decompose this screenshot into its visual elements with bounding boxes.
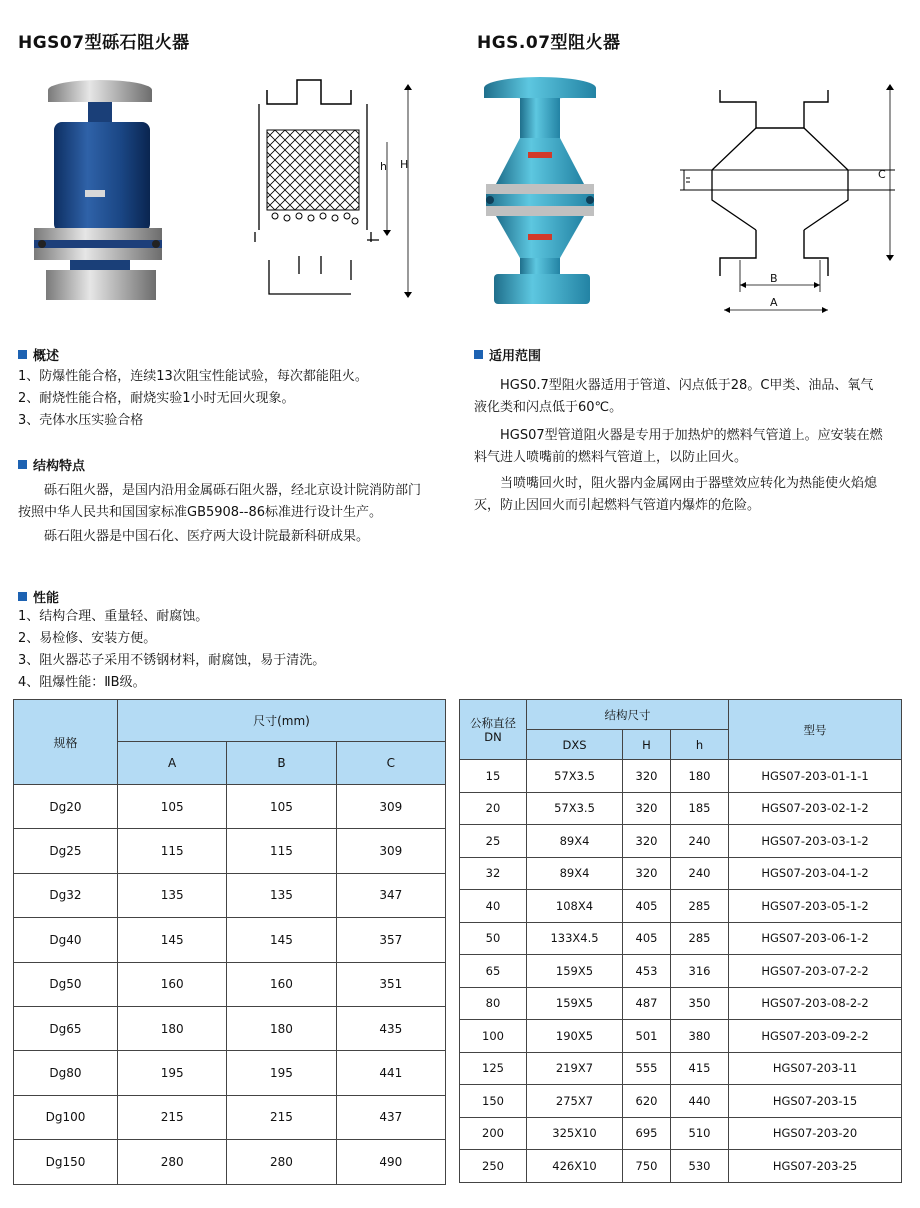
table-cell: 750 [623,1150,671,1183]
gravel-arrester-photo [22,78,167,308]
table-cell: 285 [671,890,729,923]
table-cell: 440 [671,1085,729,1118]
table-cell: 145 [227,918,336,962]
overview-list [18,366,458,432]
table-cell: 351 [336,962,445,1006]
table-cell: 490 [336,1140,445,1184]
dim-A-label: A [770,296,778,309]
table-row [460,955,902,988]
table-row [460,1052,902,1085]
scope-text [474,375,886,517]
structure-size-header: 结构尺寸 [527,700,729,730]
table-cell: 159X5 [527,955,623,988]
table-cell: 145 [118,918,227,962]
table-cell: 695 [623,1117,671,1150]
table-cell: HGS07-203-20 [729,1117,902,1150]
dim-H-label: H [400,158,409,171]
table-cell: 219X7 [527,1052,623,1085]
table-cell: 240 [671,825,729,858]
dimension-header: 尺寸(mm) [118,700,446,742]
table-cell: 180 [118,1006,227,1050]
table-cell: 57X3.5 [527,760,623,793]
table-cell: 160 [227,962,336,1006]
table-cell: 441 [336,1051,445,1095]
table-cell: Dg50 [14,962,118,1006]
table-cell: 487 [623,987,671,1020]
table-cell: 320 [623,857,671,890]
table-cell: HGS07-203-04-1-2 [729,857,902,890]
table-cell: 20 [460,792,527,825]
table-cell: 320 [623,760,671,793]
table-row [14,962,446,1006]
table-cell: HGS07-203-02-1-2 [729,792,902,825]
table-row [460,1150,902,1183]
table-cell: 320 [623,792,671,825]
scope-paragraph: 当喷嘴回火时，阻火器内金属网由于器壁效应转化为热能使火焰熄灭，防止因回火而引起燃料气管道内爆炸的危险。 [474,476,878,513]
table-cell: 380 [671,1020,729,1053]
table-cell: 105 [118,785,227,829]
right-spec-table [459,699,902,1183]
table-row [460,1020,902,1053]
table-cell: Dg150 [14,1140,118,1184]
performance-item: 1、结构合理、重量轻、耐腐蚀。 [18,609,209,624]
spec-header: 规格 [14,700,118,785]
scope-paragraph: HGS0.7型阻火器适用于管道、闪点低于28。C甲类、油品、氧气液化类和闪点低于60℃。 [474,378,874,415]
table-cell: 350 [671,987,729,1020]
table-cell: 89X4 [527,857,623,890]
table-cell: 453 [623,955,671,988]
table-cell: 200 [460,1117,527,1150]
table-cell: 185 [671,792,729,825]
table-row [460,890,902,923]
table-row [460,857,902,890]
gravel-arrester-drawing [255,80,430,302]
table-cell: 426X10 [527,1150,623,1183]
overview-item: 3、壳体水压实验合格 [18,413,144,428]
table-row [14,1006,446,1050]
table-cell: 555 [623,1052,671,1085]
heading-square-icon [18,592,27,601]
pipeline-arrester-drawing [680,80,895,312]
overview-item: 1、防爆性能合格，连续13次阻宝性能试验，每次都能阻火。 [18,369,368,384]
table-cell: 195 [118,1051,227,1095]
table-row [14,829,446,873]
table-cell: 65 [460,955,527,988]
table-cell: 15 [460,760,527,793]
table-cell: 309 [336,785,445,829]
left-product-title: HGS07型砾石阻火器 [18,33,190,53]
pipeline-arrester-photo [470,74,610,314]
table-cell: 160 [118,962,227,1006]
table-cell: Dg65 [14,1006,118,1050]
heading-square-icon [18,350,27,359]
table-cell: 250 [460,1150,527,1183]
table-cell: HGS07-203-11 [729,1052,902,1085]
col-header: C [336,742,445,785]
table-cell: 105 [227,785,336,829]
table-cell: 415 [671,1052,729,1085]
col-header: DXS [527,730,623,760]
table-cell: 135 [118,873,227,917]
table-cell: 285 [671,922,729,955]
performance-heading: 性能 [18,587,59,606]
table-cell: 135 [227,873,336,917]
table-cell: 150 [460,1085,527,1118]
table-cell: 215 [227,1095,336,1139]
table-cell: HGS07-203-03-1-2 [729,825,902,858]
overview-heading: 概述 [18,345,59,364]
table-cell: 240 [671,857,729,890]
table-cell: 32 [460,857,527,890]
table-row [460,1117,902,1150]
table-cell: 159X5 [527,987,623,1020]
table-cell: 125 [460,1052,527,1085]
table-cell: 325X10 [527,1117,623,1150]
table-cell: 357 [336,918,445,962]
table-cell: 115 [118,829,227,873]
performance-list [18,606,458,694]
table-cell: HGS07-203-15 [729,1085,902,1118]
table-cell: 437 [336,1095,445,1139]
table-cell: 510 [671,1117,729,1150]
table-cell: HGS07-203-08-2-2 [729,987,902,1020]
structure-heading: 结构特点 [18,455,85,474]
heading-square-icon [18,460,27,469]
table-cell: 180 [671,760,729,793]
table-row [14,1095,446,1139]
heading-square-icon [474,350,483,359]
performance-item: 3、阻火器芯子采用不锈钢材料，耐腐蚀，易于清洗。 [18,653,326,668]
model-header: 型号 [729,700,902,760]
table-cell: 215 [118,1095,227,1139]
table-row [460,922,902,955]
table-cell: Dg80 [14,1051,118,1095]
table-row [14,785,446,829]
table-cell: 50 [460,922,527,955]
table-cell: 435 [336,1006,445,1050]
table-cell: Dg20 [14,785,118,829]
table-row [14,1140,446,1184]
table-row [14,918,446,962]
table-cell: 316 [671,955,729,988]
table-cell: HGS07-203-01-1-1 [729,760,902,793]
right-product-title: HGS.07型阻火器 [477,33,621,53]
table-cell: 195 [227,1051,336,1095]
table-row [460,760,902,793]
table-cell: 180 [227,1006,336,1050]
table-cell: 40 [460,890,527,923]
table-cell: 133X4.5 [527,922,623,955]
scope-paragraph: HGS07型管道阻火器是专用于加热炉的燃料气管道上。应安装在燃料气进人喷嘴前的燃料气管道上，以防止回火。 [474,428,883,465]
dim-C-label: C [878,168,886,181]
table-cell: 100 [460,1020,527,1053]
table-cell: 89X4 [527,825,623,858]
col-header: B [227,742,336,785]
col-header: h [671,730,729,760]
table-cell: HGS07-203-06-1-2 [729,922,902,955]
table-row [460,987,902,1020]
table-row [14,1051,446,1095]
table-cell: 108X4 [527,890,623,923]
table-cell: Dg25 [14,829,118,873]
table-cell: 405 [623,890,671,923]
table-cell: 25 [460,825,527,858]
table-row [460,1085,902,1118]
table-cell: Dg100 [14,1095,118,1139]
table-cell: 80 [460,987,527,1020]
structure-text [18,480,432,548]
table-cell: 620 [623,1085,671,1118]
table-row [460,825,902,858]
table-cell: 275X7 [527,1085,623,1118]
table-cell: Dg32 [14,873,118,917]
table-cell: HGS07-203-09-2-2 [729,1020,902,1053]
table-cell: 115 [227,829,336,873]
table-cell: 190X5 [527,1020,623,1053]
table-cell: Dg40 [14,918,118,962]
dim-h-label: h [380,160,387,173]
left-spec-table [13,699,446,1185]
overview-item: 2、耐烧性能合格，耐烧实验1小时无回火现象。 [18,391,295,406]
table-cell: 320 [623,825,671,858]
col-header: A [118,742,227,785]
table-row [14,873,446,917]
scope-heading: 适用范围 [474,345,541,364]
col-header: H [623,730,671,760]
table-cell: HGS07-203-07-2-2 [729,955,902,988]
table-cell: HGS07-203-25 [729,1150,902,1183]
table-cell: 405 [623,922,671,955]
performance-item: 4、阻爆性能：ⅡB级。 [18,675,146,690]
table-cell: 57X3.5 [527,792,623,825]
table-row [460,792,902,825]
structure-paragraph: 砾石阻火器是中国石化、医疗两大设计院最新科研成果。 [44,529,370,544]
table-cell: HGS07-203-05-1-2 [729,890,902,923]
table-cell: 309 [336,829,445,873]
table-cell: 280 [227,1140,336,1184]
dn-header: 公称直径 DN [460,700,527,760]
dim-B-label: B [770,272,778,285]
performance-item: 2、易检修、安装方便。 [18,631,157,646]
table-cell: 280 [118,1140,227,1184]
table-cell: 501 [623,1020,671,1053]
structure-paragraph: 砾石阻火器，是国内沿用金属砾石阻火器，经北京设计院消防部门按照中华人民共和国国家标准GB5908--86标准进行设计生产。 [18,483,422,520]
table-cell: 347 [336,873,445,917]
table-cell: 530 [671,1150,729,1183]
